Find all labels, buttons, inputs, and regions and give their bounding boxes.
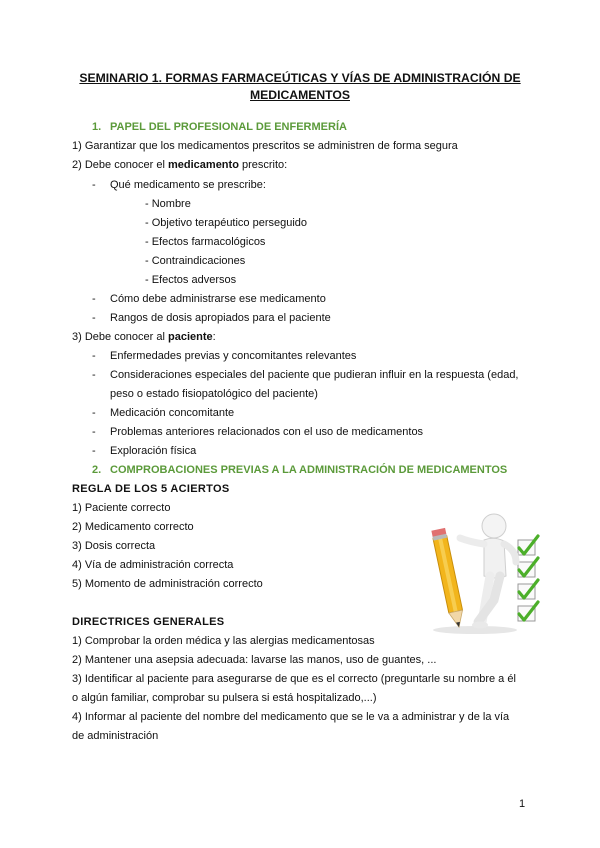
list-item: Cómo debe administrarse ese medicamento	[110, 293, 326, 305]
sub-list-item: - Nombre	[145, 198, 191, 210]
list-item: Consideraciones especiales del paciente que pudieran influir en la respuesta (edad,	[110, 369, 519, 381]
document-title	[60, 70, 540, 104]
regla-heading: REGLA DE LOS 5 ACIERTOS	[72, 483, 230, 495]
sub-list-item: - Objetivo terapéutico perseguido	[145, 217, 308, 229]
checkbox-list-icon	[518, 536, 538, 621]
paragraph-1: 1) Garantizar que los medicamentos prescritos se administren de forma segura	[72, 140, 458, 152]
bullet-dash: -	[92, 369, 96, 381]
page-number: 1	[519, 798, 526, 810]
directriz-item: 4) Informar al paciente del nombre del medicamento que se le va a administrar y de la vía	[72, 711, 510, 723]
sub-list-item: - Efectos farmacológicos	[145, 236, 266, 248]
person-figure-icon	[460, 514, 516, 629]
paragraph-2: 2) Debe conocer el medicamento prescrito:	[72, 159, 288, 171]
section-1-heading: 1. PAPEL DEL PROFESIONAL DE ENFERMERÍA	[92, 121, 347, 133]
regla-item: 2) Medicamento correcto	[72, 521, 194, 533]
bullet-dash: -	[92, 407, 96, 419]
list-item: Qué medicamento se prescribe:	[110, 179, 266, 191]
title-line-1: SEMINARIO 1. FORMAS FARMACEÚTICAS Y VÍAS DE ADMINISTRACIÓN DE	[79, 71, 521, 85]
section-2-heading: 2. COMPROBACIONES PREVIAS A LA ADMINISTRACIÓN DE MEDICAMENTOS	[92, 464, 508, 476]
bullet-dash: -	[92, 293, 96, 305]
directriz-item: 3) Identificar al paciente para asegurarse de que es el correcto (preguntarle su nombre a él	[72, 673, 516, 685]
title-line-2: MEDICAMENTOS	[250, 88, 350, 102]
regla-item: 4) Vía de administración correcta	[72, 559, 234, 571]
checklist-figure-illustration	[420, 510, 544, 636]
bullet-dash: -	[92, 445, 96, 457]
bullet-dash: -	[92, 312, 96, 324]
bullet-dash: -	[92, 426, 96, 438]
list-item: Enfermedades previas y concomitantes relevantes	[110, 350, 357, 362]
list-item: Exploración física	[110, 445, 197, 457]
directriz-item: 2) Mantener una asepsia adecuada: lavarse las manos, uso de guantes, ...	[72, 654, 437, 666]
pencil-icon	[431, 528, 465, 629]
list-item: Rangos de dosis apropiados para el paciente	[110, 312, 331, 324]
regla-item: 5) Momento de administración correcto	[72, 578, 263, 590]
list-item-continuation: peso o estado fisiopatológico del paciente)	[110, 388, 318, 400]
sub-list-item: - Contraindicaciones	[145, 255, 246, 267]
bullet-dash: -	[92, 350, 96, 362]
list-item: Medicación concomitante	[110, 407, 235, 419]
bullet-dash: -	[92, 179, 96, 191]
regla-item: 3) Dosis correcta	[72, 540, 156, 552]
directriz-item: o algún familiar, comprobar su pulsera si está hospitalizado,...)	[72, 692, 377, 704]
list-item: Problemas anteriores relacionados con el uso de medicamentos	[110, 426, 424, 438]
regla-item: 1) Paciente correcto	[72, 502, 171, 514]
directriz-item: 1) Comprobar la orden médica y las alergias medicamentosas	[72, 635, 375, 647]
paragraph-3: 3) Debe conocer al paciente:	[72, 331, 216, 343]
directrices-heading: DIRECTRICES GENERALES	[72, 616, 225, 628]
sub-list-item: - Efectos adversos	[145, 274, 237, 286]
directriz-item: de administración	[72, 730, 159, 742]
